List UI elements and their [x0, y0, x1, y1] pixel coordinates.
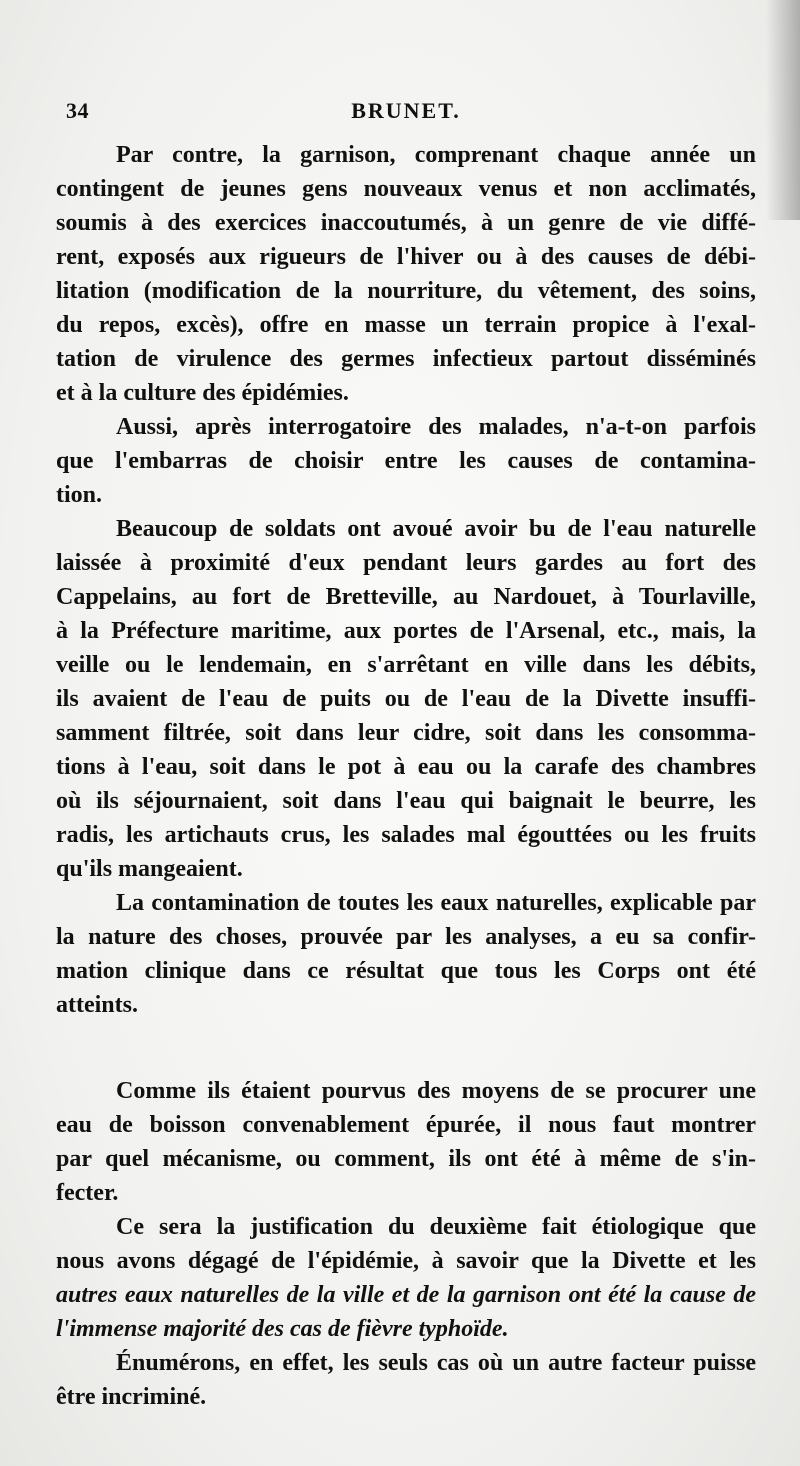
text-line: eau de boisson convenablement épurée, il nous faut montrer	[56, 1112, 756, 1138]
paragraph	[56, 886, 756, 1022]
text-line: atteints.	[56, 992, 138, 1018]
text-line: tion.	[56, 482, 103, 508]
paragraph	[56, 1210, 756, 1346]
text-line: fecter.	[56, 1180, 119, 1206]
paragraph	[56, 512, 756, 886]
text-line: Ce sera la justification du deuxième fait étiologique que	[116, 1214, 756, 1240]
text-line: Comme ils étaient pourvus des moyens de se procurer une	[116, 1078, 756, 1104]
text-line: tation de virulence des germes infectieux partout disséminés	[56, 346, 756, 372]
page-number: 34	[66, 98, 89, 123]
text-line: et à la culture des épidémies.	[56, 380, 349, 406]
italic-text-line: autres eaux naturelles de la ville et de la garnison ont été la cause de	[56, 1282, 756, 1308]
text-line: Aussi, après interrogatoire des malades, n'a-t-on parfois	[116, 414, 756, 440]
text-line: contingent de jeunes gens nouveaux venus et non acclimatés,	[56, 176, 756, 202]
text-line: Beaucoup de soldats ont avoué avoir bu de l'eau naturelle	[116, 516, 756, 542]
paragraph	[56, 1346, 756, 1414]
section-gap	[56, 1022, 756, 1074]
body-text	[56, 138, 756, 1414]
text-line: veille ou le lendemain, en s'arrêtant en ville dans les débits,	[56, 652, 756, 678]
text-line: Par contre, la garnison, comprenant chaque année un	[116, 142, 756, 168]
text-line: par quel mécanisme, ou comment, ils ont été à même de s'in-	[56, 1146, 756, 1172]
page-header	[66, 98, 746, 128]
text-line: à la Préfecture maritime, aux portes de l'Arsenal, etc., mais, la	[56, 618, 756, 644]
text-line: Énumérons, en effet, les seuls cas où un autre facteur puisse	[116, 1350, 756, 1376]
text-line: Cappelains, au fort de Bretteville, au Nardouet, à Tourlaville,	[56, 584, 756, 610]
text-line: La contamination de toutes les eaux naturelles, explicable par	[116, 890, 756, 916]
text-line: mation clinique dans ce résultat que tous les Corps ont été	[56, 958, 756, 984]
page-edge-shadow	[766, 0, 800, 220]
text-line: laissée à proximité d'eux pendant leurs gardes au fort des	[56, 550, 756, 576]
text-line: rent, exposés aux rigueurs de l'hiver ou à des causes de débi-	[56, 244, 756, 270]
text-line: soumis à des exercices inaccoutumés, à un genre de vie diffé-	[56, 210, 756, 236]
text-line: la nature des choses, prouvée par les analyses, a eu sa confir-	[56, 924, 756, 950]
text-line: être incriminé.	[56, 1384, 207, 1410]
text-line: où ils séjournaient, soit dans l'eau qui baignait le beurre, les	[56, 788, 756, 814]
text-line: du repos, excès), offre en masse un terrain propice à l'exal-	[56, 312, 756, 338]
text-line: tions à l'eau, soit dans le pot à eau ou la carafe des chambres	[56, 754, 756, 780]
text-line: ils avaient de l'eau de puits ou de l'eau de la Divette insuffi-	[56, 686, 756, 712]
paragraph	[56, 138, 756, 410]
text-line: litation (modification de la nourriture, du vêtement, des soins,	[56, 278, 756, 304]
text-line: nous avons dégagé de l'épidémie, à savoir que la Divette et les	[56, 1248, 756, 1274]
italic-text-line: l'immense majorité des cas de fièvre typhoïde.	[56, 1316, 509, 1342]
text-line: que l'embarras de choisir entre les causes de contamina-	[56, 448, 756, 474]
paragraph	[56, 410, 756, 512]
text-line: qu'ils mangeaient.	[56, 856, 243, 882]
text-line: radis, les artichauts crus, les salades mal égouttées ou les fruits	[56, 822, 756, 848]
paragraph	[56, 1074, 756, 1210]
running-head: BRUNET.	[351, 98, 461, 123]
text-line: samment filtrée, soit dans leur cidre, soit dans les consomma-	[56, 720, 756, 746]
